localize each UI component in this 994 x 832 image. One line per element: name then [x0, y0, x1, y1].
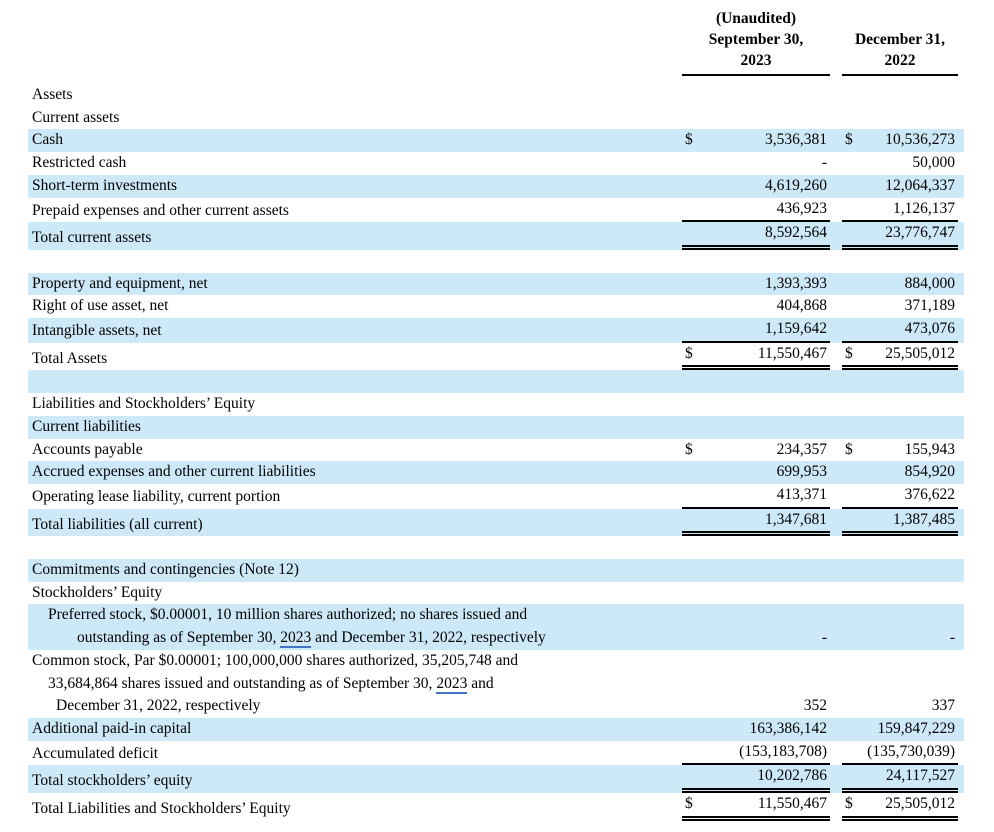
column-gap [830, 536, 842, 559]
amount-december-31-2022 [842, 627, 958, 650]
amount-december-31-2022 [842, 461, 958, 484]
column-gap [830, 250, 842, 273]
row-total-assets [28, 343, 964, 371]
amount-value: 155,943 [904, 440, 955, 458]
row-label [28, 416, 682, 439]
label-text: Accumulated deficit [32, 744, 159, 762]
underlined-year-link[interactable]: 2023 [280, 629, 312, 647]
amount-september-30-2023 [682, 793, 830, 821]
label-text: Stockholders’ Equity [32, 583, 163, 601]
row-additional-paid-in-capital [28, 718, 964, 741]
amount-value: - [949, 629, 955, 647]
amount-september-30-2023 [682, 198, 830, 223]
dollar-sign: $ [685, 440, 693, 458]
row-label [28, 393, 682, 416]
amount-value: 884,000 [904, 274, 955, 292]
label-text: Total Assets [32, 349, 108, 367]
amount-september-30-2023 [682, 627, 830, 650]
row-spacer [28, 536, 964, 559]
label-text: December 31, 2022, respectively [56, 697, 261, 715]
amount-december-31-2022 [842, 509, 958, 537]
amount-september-30-2023 [682, 695, 830, 718]
row-label [28, 227, 682, 250]
column-gap [830, 718, 842, 741]
amount-september-30-2023 [682, 343, 830, 371]
amount-december-31-2022 [842, 695, 958, 718]
label-text: Preferred stock, $0.00001, 10 million shares authorized; no shares issued and [48, 606, 528, 624]
row-label [28, 770, 682, 793]
row-label [28, 348, 682, 371]
row-total-current-assets [28, 222, 964, 250]
dollar-sign: $ [685, 344, 693, 362]
row-spacer [28, 250, 964, 273]
amount-september-30-2023 [682, 152, 830, 175]
amount-september-30-2023 [682, 318, 830, 343]
row-label [28, 107, 682, 130]
amount-value: 404,868 [776, 297, 827, 315]
row-accrued-expenses [28, 461, 964, 484]
amount-value: 10,202,786 [757, 767, 827, 785]
amount-value: 352 [803, 697, 827, 715]
column-gap [830, 370, 842, 393]
amount-value: 23,776,747 [885, 224, 955, 242]
column-gap [830, 793, 842, 821]
amount-september-30-2023 [682, 461, 830, 484]
row-total-stockholders-equity [28, 765, 964, 793]
row-label [28, 320, 682, 343]
row-commitments-contingencies [28, 559, 964, 582]
row-total-liabilities-and-equity [28, 793, 964, 821]
row-short-term-investments [28, 175, 964, 198]
row-label [28, 273, 682, 296]
column-gap [830, 765, 842, 793]
row-intangible-assets [28, 318, 964, 343]
amount-september-30-2023 [682, 741, 830, 766]
row-common-stock-line1 [28, 650, 964, 673]
amount-value: 436,923 [776, 199, 827, 217]
label-text: Additional paid-in capital [32, 719, 192, 737]
row-stockholders-equity-heading [28, 582, 964, 605]
column-gap [830, 461, 842, 484]
balance-sheet-table-body [0, 84, 994, 821]
column-gap [830, 439, 842, 462]
unaudited-label: (Unaudited) [715, 10, 797, 27]
amount-september-30-2023 [682, 439, 830, 462]
row-right-of-use-asset [28, 295, 964, 318]
amount-december-31-2022 [842, 222, 958, 250]
amount-december-31-2022 [842, 273, 958, 296]
row-prepaid-expenses [28, 198, 964, 223]
amount-value: 1,387,485 [893, 510, 955, 528]
column-gap [830, 8, 842, 76]
amount-december-31-2022 [842, 484, 958, 509]
amount-value: 11,550,467 [757, 344, 827, 362]
amount-september-30-2023 [682, 222, 830, 250]
label-text: Assets [32, 86, 73, 103]
row-preferred-stock-line1 [28, 604, 964, 627]
amount-value: 25,505,012 [885, 344, 955, 362]
label-text: and December 31, 2022, respectively [311, 629, 546, 647]
row-operating-lease-liability [28, 484, 964, 509]
amount-december-31-2022 [842, 741, 958, 766]
dollar-sign: $ [845, 344, 853, 362]
row-common-stock-line3 [28, 695, 964, 718]
label-text: Property and equipment, net [32, 274, 208, 292]
column-gap [830, 295, 842, 318]
column-gap [830, 222, 842, 250]
amount-value: 24,117,527 [885, 767, 955, 785]
label-text: Total stockholders’ equity [32, 772, 193, 790]
row-label [28, 743, 682, 766]
amount-value: 371,189 [904, 297, 955, 315]
row-property-equipment [28, 273, 964, 296]
amount-value: 376,622 [904, 485, 955, 503]
row-label [28, 695, 682, 718]
row-label [28, 582, 682, 605]
dollar-sign: $ [845, 795, 853, 813]
column-gap [830, 582, 842, 605]
row-label [28, 514, 682, 537]
label-text: Current assets [32, 108, 120, 126]
amount-september-30-2023 [682, 509, 830, 537]
underlined-year-link[interactable]: 2023 [436, 674, 468, 692]
amount-value: 50,000 [912, 154, 955, 172]
dollar-sign: $ [685, 795, 693, 813]
column-gap [830, 741, 842, 766]
row-cash [28, 129, 964, 152]
row-label [28, 439, 682, 462]
amount-value: 163,386,142 [749, 719, 827, 737]
column-gap [830, 393, 842, 416]
amount-december-31-2022 [842, 318, 958, 343]
label-text: Total Liabilities and Stockholders’ Equity [32, 800, 291, 818]
amount-september-30-2023 [682, 484, 830, 509]
column-gap [830, 650, 842, 673]
row-restricted-cash [28, 152, 964, 175]
column-header-september-30-2023 [682, 8, 830, 76]
amount-december-31-2022 [842, 343, 958, 371]
amount-december-31-2022 [842, 175, 958, 198]
label-text: Accrued expenses and other current liabilities [32, 463, 316, 481]
label-text: Intangible assets, net [32, 322, 162, 340]
amount-december-31-2022 [842, 295, 958, 318]
label-text: Prepaid expenses and other current assets [32, 201, 289, 219]
amount-value: 1,393,393 [765, 274, 827, 292]
row-assets-heading [28, 84, 964, 107]
column-header-december-31-2022 [842, 29, 958, 76]
row-label [28, 200, 682, 223]
amount-value: 1,159,642 [765, 320, 827, 338]
amount-december-31-2022 [842, 718, 958, 741]
column-gap [830, 509, 842, 537]
column-gap [830, 627, 842, 650]
amount-value: 11,550,467 [757, 795, 827, 813]
label-text: Liabilities and Stockholders’ Equity [32, 395, 256, 413]
column-gap [830, 129, 842, 152]
amount-value: 10,536,273 [885, 131, 955, 149]
dollar-sign: $ [845, 131, 853, 149]
column-gap [830, 84, 842, 107]
row-label [28, 798, 682, 821]
amount-value: - [821, 154, 827, 172]
label-text: Operating lease liability, current portion [32, 487, 281, 505]
amount-value: (153,183,708) [739, 742, 827, 760]
label-text: Total liabilities (all current) [32, 515, 203, 533]
label-text: Short-term investments [32, 176, 178, 194]
row-current-liabilities-heading [28, 416, 964, 439]
row-label [28, 673, 682, 696]
column-gap [830, 484, 842, 509]
column-gap [830, 198, 842, 223]
row-label [28, 559, 682, 582]
column-gap [830, 604, 842, 627]
amount-december-31-2022 [842, 793, 958, 821]
column-gap [830, 107, 842, 130]
row-accounts-payable [28, 439, 964, 462]
row-current-assets-heading [28, 107, 964, 130]
column-year-line: 2023 [740, 52, 772, 69]
row-label [28, 295, 682, 318]
dollar-sign: $ [845, 440, 853, 458]
amount-value: 12,064,337 [885, 176, 955, 194]
amount-value: 4,619,260 [765, 176, 827, 194]
column-gap [830, 152, 842, 175]
amount-value: 159,847,229 [877, 719, 955, 737]
row-label [28, 718, 682, 741]
amount-december-31-2022 [842, 129, 958, 152]
amount-value: 1,126,137 [893, 199, 955, 217]
row-accumulated-deficit [28, 741, 964, 766]
amount-september-30-2023 [682, 175, 830, 198]
amount-december-31-2022 [842, 198, 958, 223]
column-gap [830, 416, 842, 439]
row-label [28, 650, 682, 673]
amount-value: 8,592,564 [765, 224, 827, 242]
label-text: Common stock, Par $0.00001; 100,000,000 shares authorized, 35,205,748 and [32, 651, 519, 669]
amount-september-30-2023 [682, 273, 830, 296]
amount-value: 234,357 [776, 440, 827, 458]
column-gap [830, 343, 842, 371]
label-text: outstanding as of September 30, [77, 629, 281, 647]
column-year-line: 2022 [884, 52, 916, 69]
column-gap [830, 695, 842, 718]
label-text: Restricted cash [32, 154, 127, 172]
label-text: Total current assets [32, 229, 152, 247]
row-common-stock-line2 [28, 673, 964, 696]
table-header [28, 8, 964, 76]
label-text: Current liabilities [32, 417, 141, 435]
row-label [28, 129, 682, 152]
column-gap [830, 673, 842, 696]
row-liabilities-equity-heading [28, 393, 964, 416]
amount-value: 337 [931, 697, 955, 715]
amount-september-30-2023 [682, 129, 830, 152]
row-label [28, 152, 682, 175]
amount-value: 413,371 [776, 485, 827, 503]
row-preferred-stock-line2 [28, 627, 964, 650]
amount-value: 854,920 [904, 463, 955, 481]
row-label [28, 84, 682, 107]
row-spacer-highlighted [28, 370, 964, 393]
dollar-sign: $ [685, 131, 693, 149]
label-text: Right of use asset, net [32, 297, 169, 315]
column-gap [830, 559, 842, 582]
amount-value: (135,730,039) [867, 742, 955, 760]
amount-december-31-2022 [842, 152, 958, 175]
amount-value: 3,536,381 [765, 131, 827, 149]
amount-september-30-2023 [682, 718, 830, 741]
label-text: Cash [32, 131, 63, 149]
label-text: Accounts payable [32, 440, 143, 458]
row-label [28, 486, 682, 509]
row-label [28, 175, 682, 198]
label-text: 33,684,864 shares issued and outstanding as of September 30, [48, 674, 437, 692]
row-total-liabilities [28, 509, 964, 537]
amount-december-31-2022 [842, 765, 958, 793]
column-gap [830, 318, 842, 343]
column-date-line: September 30, [708, 31, 804, 48]
column-gap [830, 175, 842, 198]
row-label [28, 627, 682, 650]
amount-december-31-2022 [842, 439, 958, 462]
amount-value: 1,347,681 [765, 510, 827, 528]
amount-value: 699,953 [776, 463, 827, 481]
row-label [28, 604, 682, 627]
row-label [28, 461, 682, 484]
amount-value: 473,076 [904, 320, 955, 338]
amount-value: 25,505,012 [885, 795, 955, 813]
column-gap [830, 273, 842, 296]
column-date-line: December 31, [854, 31, 946, 48]
amount-value: - [821, 629, 827, 647]
label-text: and [467, 674, 494, 692]
amount-september-30-2023 [682, 765, 830, 793]
amount-september-30-2023 [682, 295, 830, 318]
label-text: Commitments and contingencies (Note 12) [32, 561, 299, 579]
